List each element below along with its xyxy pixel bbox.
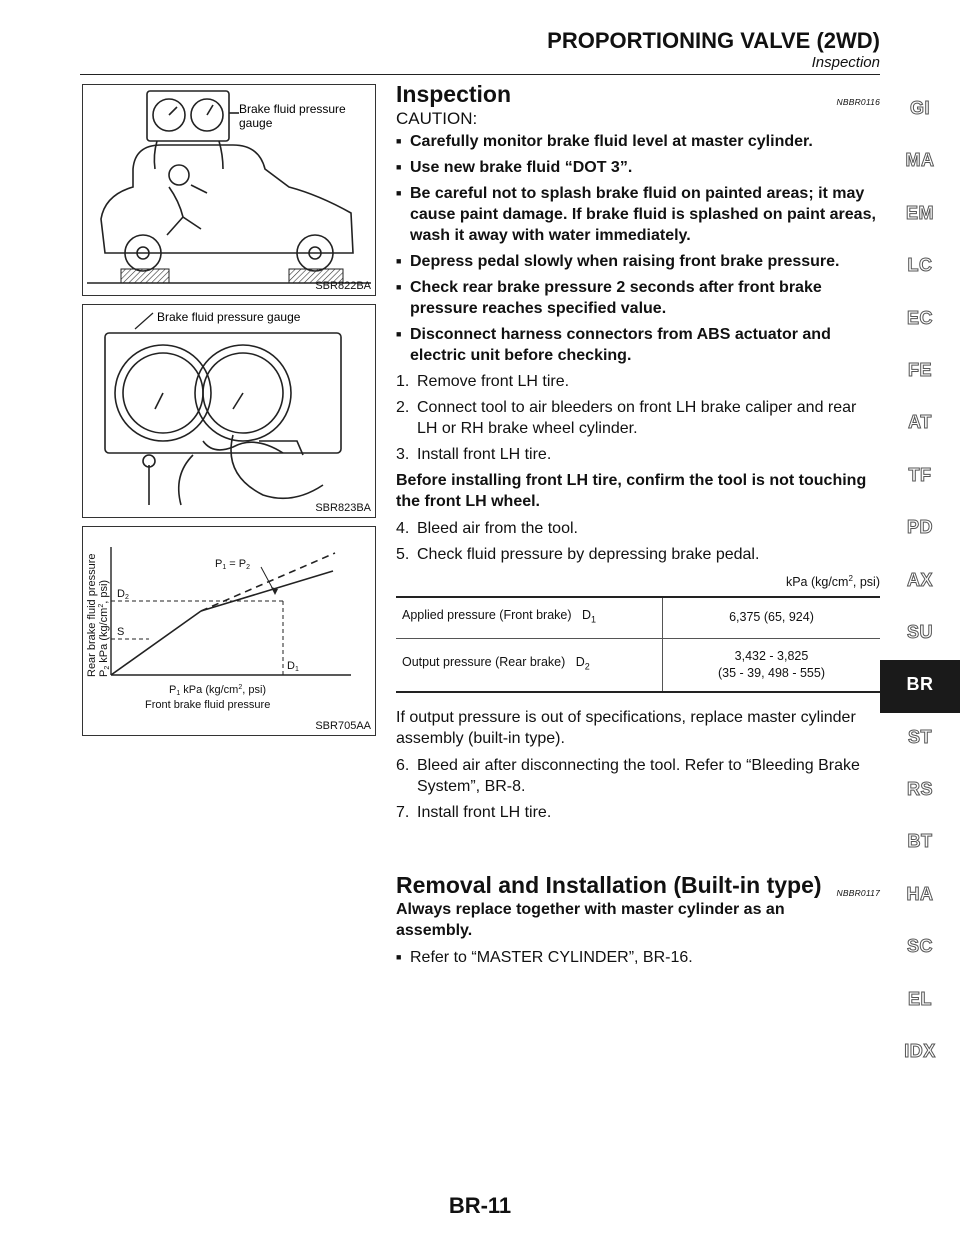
caution-item: ■ Depress pedal slowly when raising front brake pressure. [396,253,840,270]
bullet-icon: ■ [396,256,402,266]
pressure-graph [83,527,375,735]
caution-item: ■ Check rear brake pressure 2 seconds after front brake pressure reaches specified value. [396,279,822,317]
table-units: kPa ($kg/cm^2$, psi) [785,574,880,590]
figure-gauge-closeup [82,304,376,518]
section-tab-pd[interactable] [880,503,960,555]
section-tab-fe[interactable] [880,346,960,398]
section-tab-ax[interactable] [880,556,960,608]
bullet-icon: ■ [396,329,402,339]
graph-line-initial [111,611,201,675]
section-tab-tf[interactable] [880,451,960,503]
section-tab-label: AT [908,412,932,433]
running-header-title: PROPORTIONING VALVE (2WD) [547,28,880,53]
section-tab-idx[interactable] [880,1027,960,1079]
section-tab-label: LC [907,255,933,276]
step-item: 1. Remove front LH tire. [396,373,570,390]
section-tab-su[interactable] [880,608,960,660]
section-tab-lc[interactable] [880,241,960,293]
section-tab-em[interactable] [880,189,960,241]
section-tab-label: MA [905,150,935,171]
section-tab-label: AX [906,569,933,590]
page-number: BR-11 [448,1193,512,1218]
figure-pressure-graph [82,526,376,736]
bullet-icon: ■ [396,188,402,198]
graph-y-label-line1: Rear brake fluid pressure [86,553,98,677]
table-cell-label: Output pressure (Rear brake) $D_2$ [396,638,663,692]
section-tab-rs[interactable] [880,765,960,817]
section-tab-label: PD [906,517,933,538]
bullet-icon: ■ [396,162,402,172]
bullet-icon: ■ [396,282,402,292]
figure-car-gauge [82,84,376,296]
section-tab-at[interactable] [880,398,960,450]
section-tab-bt[interactable] [880,817,960,869]
section-tab-label: EC [906,307,933,328]
figure-code-3: SBR705AA [315,720,371,732]
graph-label-d1: D1 [287,660,299,673]
graph-y-label-line2: P2 kPa ($kg/cm^2$, psi) [98,579,111,677]
header-rule [80,74,880,75]
pressure-spec-table [396,596,880,693]
section-tab-label: IDX [904,1041,936,1062]
figure-code-2: SBR823BA [315,502,371,514]
graph-x-label-line2: Front brake fluid pressure [145,699,271,711]
section-tab-label: BR [906,674,934,695]
fig1-gauge-label-line2: gauge [239,116,273,130]
running-header-subtitle: Inspection [811,54,880,71]
step-item: 2. Connect tool to air bleeders on front LH brake caliper and rear LH or RH brake wheel cylinder. [396,399,857,437]
section-tab-label: TF [908,464,932,485]
graph-label-d2: D2 [117,588,129,601]
fig2-gauge-label: Brake fluid pressure gauge [157,310,301,324]
table-row [396,597,880,638]
section-tab-ec[interactable] [880,294,960,346]
table-cell-value: 3,432 - 3,825 (35 - 39, 498 - 555) [663,638,881,692]
caution-label: CAUTION: [396,109,478,128]
gauge-closeup-illustration [83,305,375,517]
inspection-heading: Inspection NBBR0116 [396,80,880,108]
section-tab-sc[interactable] [880,922,960,974]
step-item: 6. Bleed air after disconnecting the tool. Refer to “Bleeding Brake System”, BR-8. [396,756,860,795]
section-tab-label: BT [907,831,933,852]
removal-heading: Removal and Installation (Built-in type) NBBR0117 [396,871,880,899]
section-tab-gi[interactable] [880,84,960,136]
section-tab-label: GI [909,98,930,118]
bullet-icon: ■ [396,136,402,146]
removal-bullet: ■ Refer to “MASTER CYLINDER”, BR-16. [396,948,693,966]
section-tag: NBBR0117 [836,887,880,898]
bullet-icon: ■ [396,951,402,962]
figure-code-1: SBR822BA [315,280,371,292]
section-tab-br[interactable] [880,660,960,712]
step-item: 5. Check fluid pressure by depressing brake pedal. [396,546,760,563]
step-item: 4. Bleed air from the tool. [396,520,578,537]
car-gauge-illustration [83,85,375,295]
section-tab-label: EM [906,202,934,223]
graph-line-proportioned [201,571,333,611]
section-tab-label: RS [906,779,933,800]
after-table-text: If output pressure is out of specifications, replace master cylinder assembly (built-in type). [396,708,856,747]
section-tab-label: EL [907,988,932,1009]
caution-item: ■ Disconnect harness connectors from ABS actuator and electric unit before checking. [396,326,831,364]
step-item: 7. Install front LH tire. [396,803,552,821]
removal-lead: Always replace together with master cylinder as an assembly. [396,900,785,939]
section-tag: NBBR0116 [836,97,880,107]
section-tab-label: SC [906,936,933,957]
table-cell-value: 6,375 (65, 924) [663,597,881,638]
caution-item: ■ Carefully monitor brake fluid level at master cylinder. [396,133,813,150]
graph-x-label-line1: P1 kPa ($kg/cm^2$, psi) [169,684,267,697]
step-item: 3. Install front LH tire. [396,446,552,463]
note-text: Before installing front LH tire, confirm the tool is not touching the front LH wheel. [396,472,867,510]
section-tab-label: SU [906,621,933,642]
section-tab-label: FE [907,359,932,380]
section-tab-st[interactable] [880,713,960,765]
fig1-gauge-label-line1: Brake fluid pressure [239,102,346,116]
main-content [396,80,880,973]
section-tab-label: ST [907,726,932,747]
graph-eq-label: P1 = P2 [215,558,251,571]
section-tab-label: HA [906,883,934,904]
section-tab-el[interactable] [880,975,960,1027]
caution-item: ■ Use new brake fluid “DOT 3”. [396,159,633,176]
graph-label-s: S [117,626,125,638]
section-index-tabs [880,84,960,1079]
section-tab-ma[interactable] [880,136,960,188]
section-tab-ha[interactable] [880,870,960,922]
table-row [396,638,880,692]
caution-item: ■ Be careful not to splash brake fluid on painted areas; it may cause paint damage. If brake fluid is splashed on paint areas, wash it away with water immediately. [396,185,876,244]
table-cell-label: Applied pressure (Front brake) $D_1$ [396,597,663,638]
